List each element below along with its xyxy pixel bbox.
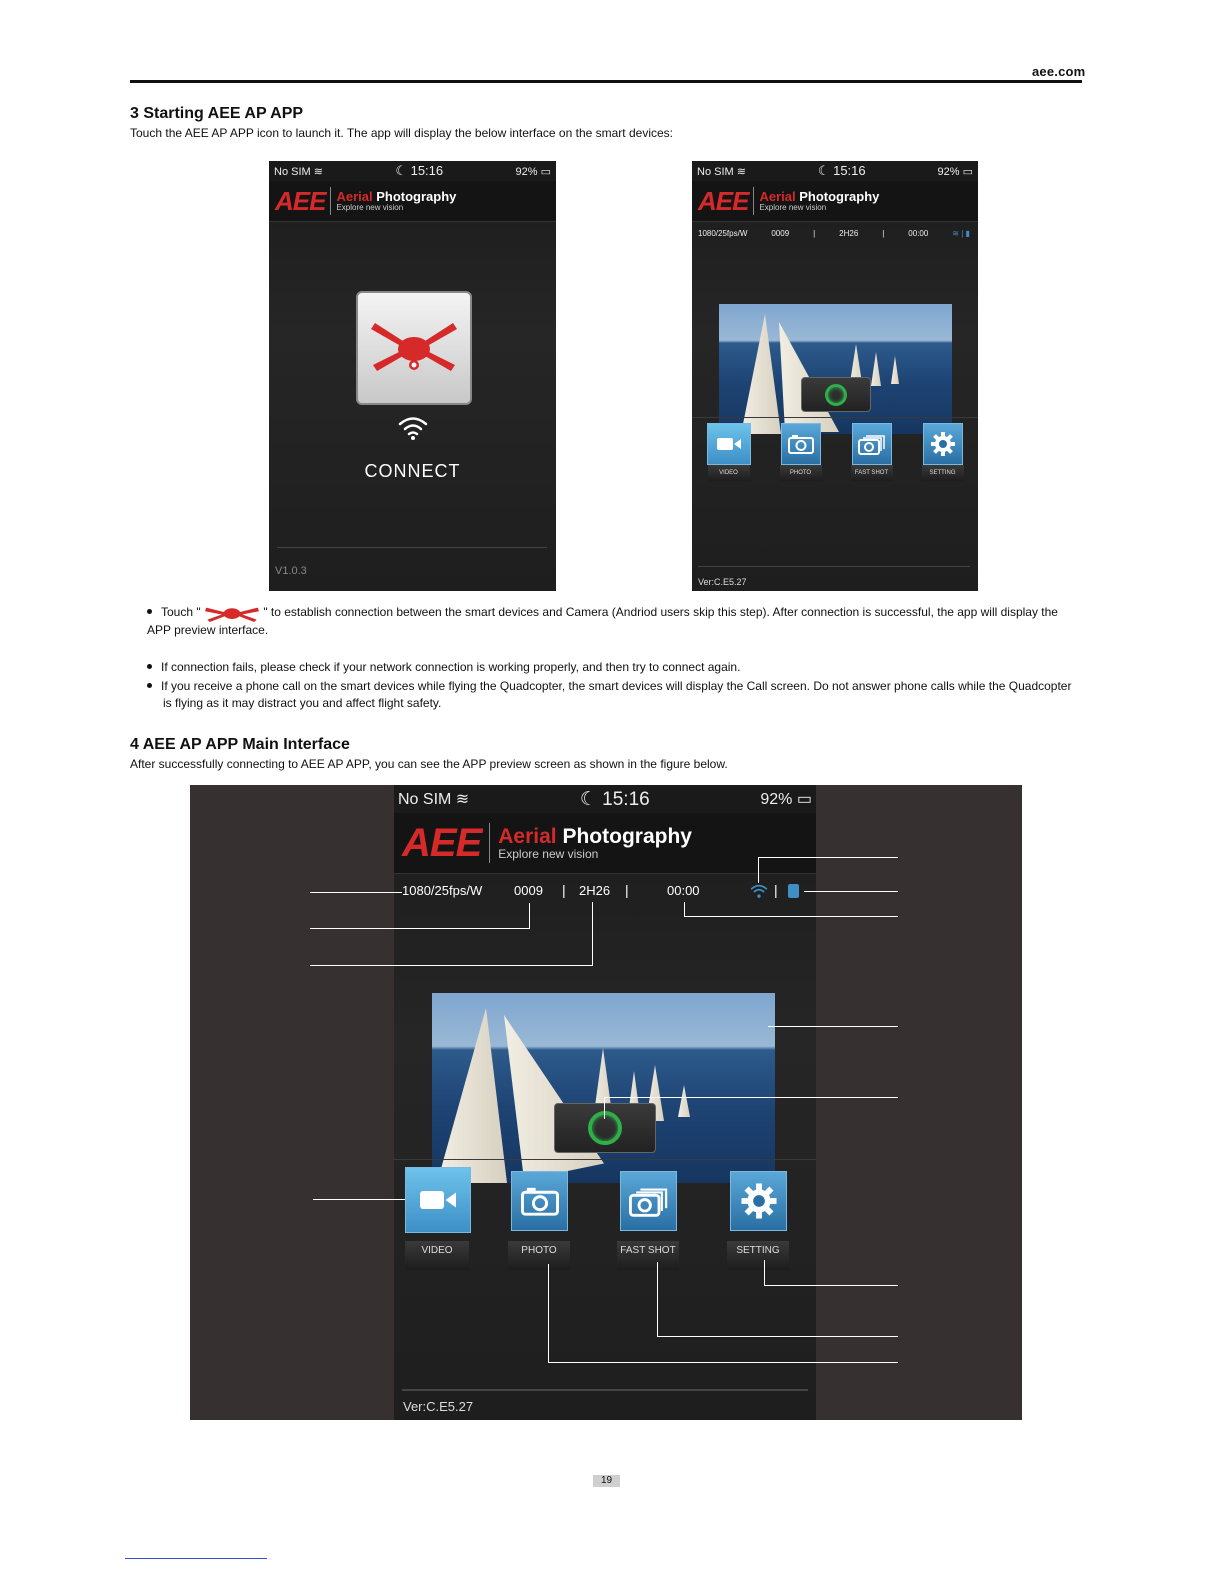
battery-icon: ▭ xyxy=(962,165,973,178)
brand-title-red: Aerial xyxy=(498,824,557,848)
callout-line xyxy=(604,1097,605,1119)
main-interface-figure xyxy=(190,785,1022,1420)
mode-label: SETTING xyxy=(922,465,964,481)
drone-inline-icon xyxy=(204,604,260,622)
battery-icon: ▭ xyxy=(540,165,551,178)
remaining-time: 2H26 xyxy=(839,229,859,238)
callout-line xyxy=(604,1097,898,1098)
brand-header xyxy=(394,813,816,874)
resolution-label: 1080/25fps/W xyxy=(698,229,748,238)
camera-preview xyxy=(432,993,775,1183)
callout-line xyxy=(313,1199,405,1200)
header-rule xyxy=(130,80,1082,83)
section-3-title: 3 Starting AEE AP APP xyxy=(130,105,304,122)
mode-label: SETTING xyxy=(727,1241,789,1270)
brand-subtitle: Explore new vision xyxy=(759,202,827,212)
battery-status-icon xyxy=(788,884,799,898)
mode-video[interactable] xyxy=(405,1167,471,1270)
bullet-fail xyxy=(147,659,1082,676)
callout-line xyxy=(764,1260,765,1286)
battery-percent: 92% xyxy=(937,165,960,178)
status-bar: No SIM ≋ ☾ 15:16 92% ▭ xyxy=(692,161,978,181)
wifi-status-icon: ≋ xyxy=(952,229,959,238)
mode-photo[interactable] xyxy=(511,1171,570,1270)
remaining-time: 2H26 xyxy=(579,883,611,898)
brand-header xyxy=(692,181,978,222)
callout-line xyxy=(310,892,402,893)
drone-connect-button[interactable] xyxy=(356,291,472,405)
resolution-label: 1080/25fps/W xyxy=(402,883,483,898)
drone-icon xyxy=(369,313,459,383)
connect-label: CONNECT xyxy=(364,461,461,481)
callout-line xyxy=(684,916,898,917)
brand-title-red: Aerial xyxy=(336,188,373,204)
mode-fast-shot[interactable] xyxy=(851,423,893,481)
wifi-signal-icon xyxy=(397,415,429,448)
carrier-label: No SIM xyxy=(697,165,734,178)
bullet-touch-pre: Touch " xyxy=(161,605,201,620)
callout-line xyxy=(592,902,593,966)
preview-screen-large xyxy=(394,785,816,1420)
record-icon xyxy=(825,384,847,406)
page-number: 19 xyxy=(593,1475,620,1487)
mode-label: FAST SHOT xyxy=(617,1241,679,1270)
battery-icon: ▭ xyxy=(796,791,812,808)
video-camera-icon xyxy=(405,1167,471,1233)
aee-logo: AEE xyxy=(698,185,749,216)
battery-percent: 92% xyxy=(515,165,538,178)
callout-line xyxy=(684,902,685,917)
clock: 15:16 xyxy=(602,788,650,810)
callout-line xyxy=(548,1362,898,1363)
bullet-call xyxy=(147,678,1082,712)
mode-label: VIDEO xyxy=(708,465,750,481)
info-separator: | xyxy=(562,882,566,898)
brand-title-white: Photography xyxy=(562,824,692,848)
brand-title-white: Photography xyxy=(376,188,457,204)
callout-line xyxy=(758,857,759,883)
file-count: 0009 xyxy=(514,883,543,898)
wifi-status-icon xyxy=(750,883,768,904)
callout-line xyxy=(764,1285,898,1286)
carrier-label: No SIM xyxy=(274,165,311,178)
mode-fast-shot[interactable] xyxy=(620,1171,679,1270)
wifi-icon: ≋ xyxy=(455,791,470,808)
clock: 15:16 xyxy=(410,163,444,178)
burst-camera-icon xyxy=(620,1171,677,1231)
photo-camera-icon xyxy=(781,423,821,465)
mode-photo[interactable] xyxy=(780,423,822,481)
mode-label: PHOTO xyxy=(780,465,822,481)
info-bar: 1080/25fps/W 0009 | 2H26 | 00:00 ≋ | ▮ xyxy=(698,229,970,238)
aee-logo: AEE xyxy=(275,185,326,216)
callout-line xyxy=(657,1262,658,1337)
wifi-icon: ≋ xyxy=(313,165,323,178)
battery-percent: 92% xyxy=(760,791,793,808)
gear-icon xyxy=(730,1171,787,1231)
mode-bar xyxy=(692,423,978,481)
carrier-label: No SIM xyxy=(398,791,452,808)
mode-video[interactable] xyxy=(707,423,751,481)
section-4-title: 4 AEE AP APP Main Interface xyxy=(130,736,350,753)
app-version: Ver:C.E5.27 xyxy=(698,577,747,587)
connect-screen xyxy=(269,161,556,591)
callout-line xyxy=(310,965,592,966)
record-time: 00:00 xyxy=(667,883,700,898)
battery-status-icon: ▮ xyxy=(965,229,970,238)
camera-preview xyxy=(719,304,952,434)
callout-line xyxy=(657,1336,898,1337)
callout-line xyxy=(768,1026,898,1027)
mode-label: PHOTO xyxy=(508,1241,570,1270)
info-separator: | xyxy=(625,882,629,898)
brand-header xyxy=(269,181,556,222)
callout-line xyxy=(529,903,530,929)
photo-camera-icon xyxy=(511,1171,568,1231)
brand-subtitle: Explore new vision xyxy=(336,202,404,212)
brand-title-white: Photography xyxy=(799,188,880,204)
footer-rule xyxy=(125,1558,267,1559)
app-version: V1.0.3 xyxy=(275,565,307,577)
callout-line xyxy=(310,928,529,929)
bullet-fail-text: If connection fails, please check if your network connection is working properly, and then try to connect again. xyxy=(161,660,741,674)
mode-label: FAST SHOT xyxy=(851,465,893,481)
callout-line xyxy=(548,1264,549,1363)
brand-subtitle: Explore new vision xyxy=(498,846,599,861)
clock: 15:16 xyxy=(833,163,866,178)
record-icon xyxy=(588,1111,622,1145)
mode-label: VIDEO xyxy=(405,1241,469,1270)
callout-line xyxy=(758,857,898,858)
burst-camera-icon xyxy=(852,423,892,465)
brand-title-red: Aerial xyxy=(759,188,796,204)
info-separator: | xyxy=(774,882,778,898)
callout-line xyxy=(804,891,898,892)
file-count: 0009 xyxy=(771,229,790,238)
video-camera-icon xyxy=(707,423,751,465)
mode-setting[interactable] xyxy=(730,1171,789,1270)
wifi-icon: ≋ xyxy=(736,165,746,178)
section-4-intro: After successfully connecting to AEE AP APP, you can see the APP preview screen as shown in the figure below. xyxy=(130,757,728,771)
status-bar: No SIM ≋ ☾ 15:16 92% ▭ xyxy=(269,161,556,181)
app-version: Ver:C.E5.27 xyxy=(403,1399,474,1414)
gear-icon xyxy=(923,423,963,465)
record-button[interactable] xyxy=(801,377,871,412)
mode-setting[interactable] xyxy=(922,423,964,481)
bullet-touch-post: " to establish connection between the smart devices and Camera (Andriod users skip this step). After connection is successful, the app will display the APP preview interface. xyxy=(147,605,1058,637)
bullet-call-text: If you receive a phone call on the smart devices while flying the Quadcopter, the smart devices will display the Call screen. Do not answer phone calls while the Quadcopter is flying as it may distract you and affect flight safety. xyxy=(161,679,1072,710)
record-button[interactable] xyxy=(554,1103,656,1153)
aee-logo: AEE xyxy=(402,820,482,865)
site-url: aee.com xyxy=(1032,64,1086,79)
bullet-touch xyxy=(147,604,1082,639)
preview-screen-small xyxy=(692,161,978,591)
section-3-intro: Touch the AEE AP APP icon to launch it. The app will display the below interface on the smart devices: xyxy=(130,126,673,140)
record-time: 00:00 xyxy=(908,229,929,238)
status-bar: No SIM ≋ ☾ 15:16 92% ▭ xyxy=(394,785,816,813)
